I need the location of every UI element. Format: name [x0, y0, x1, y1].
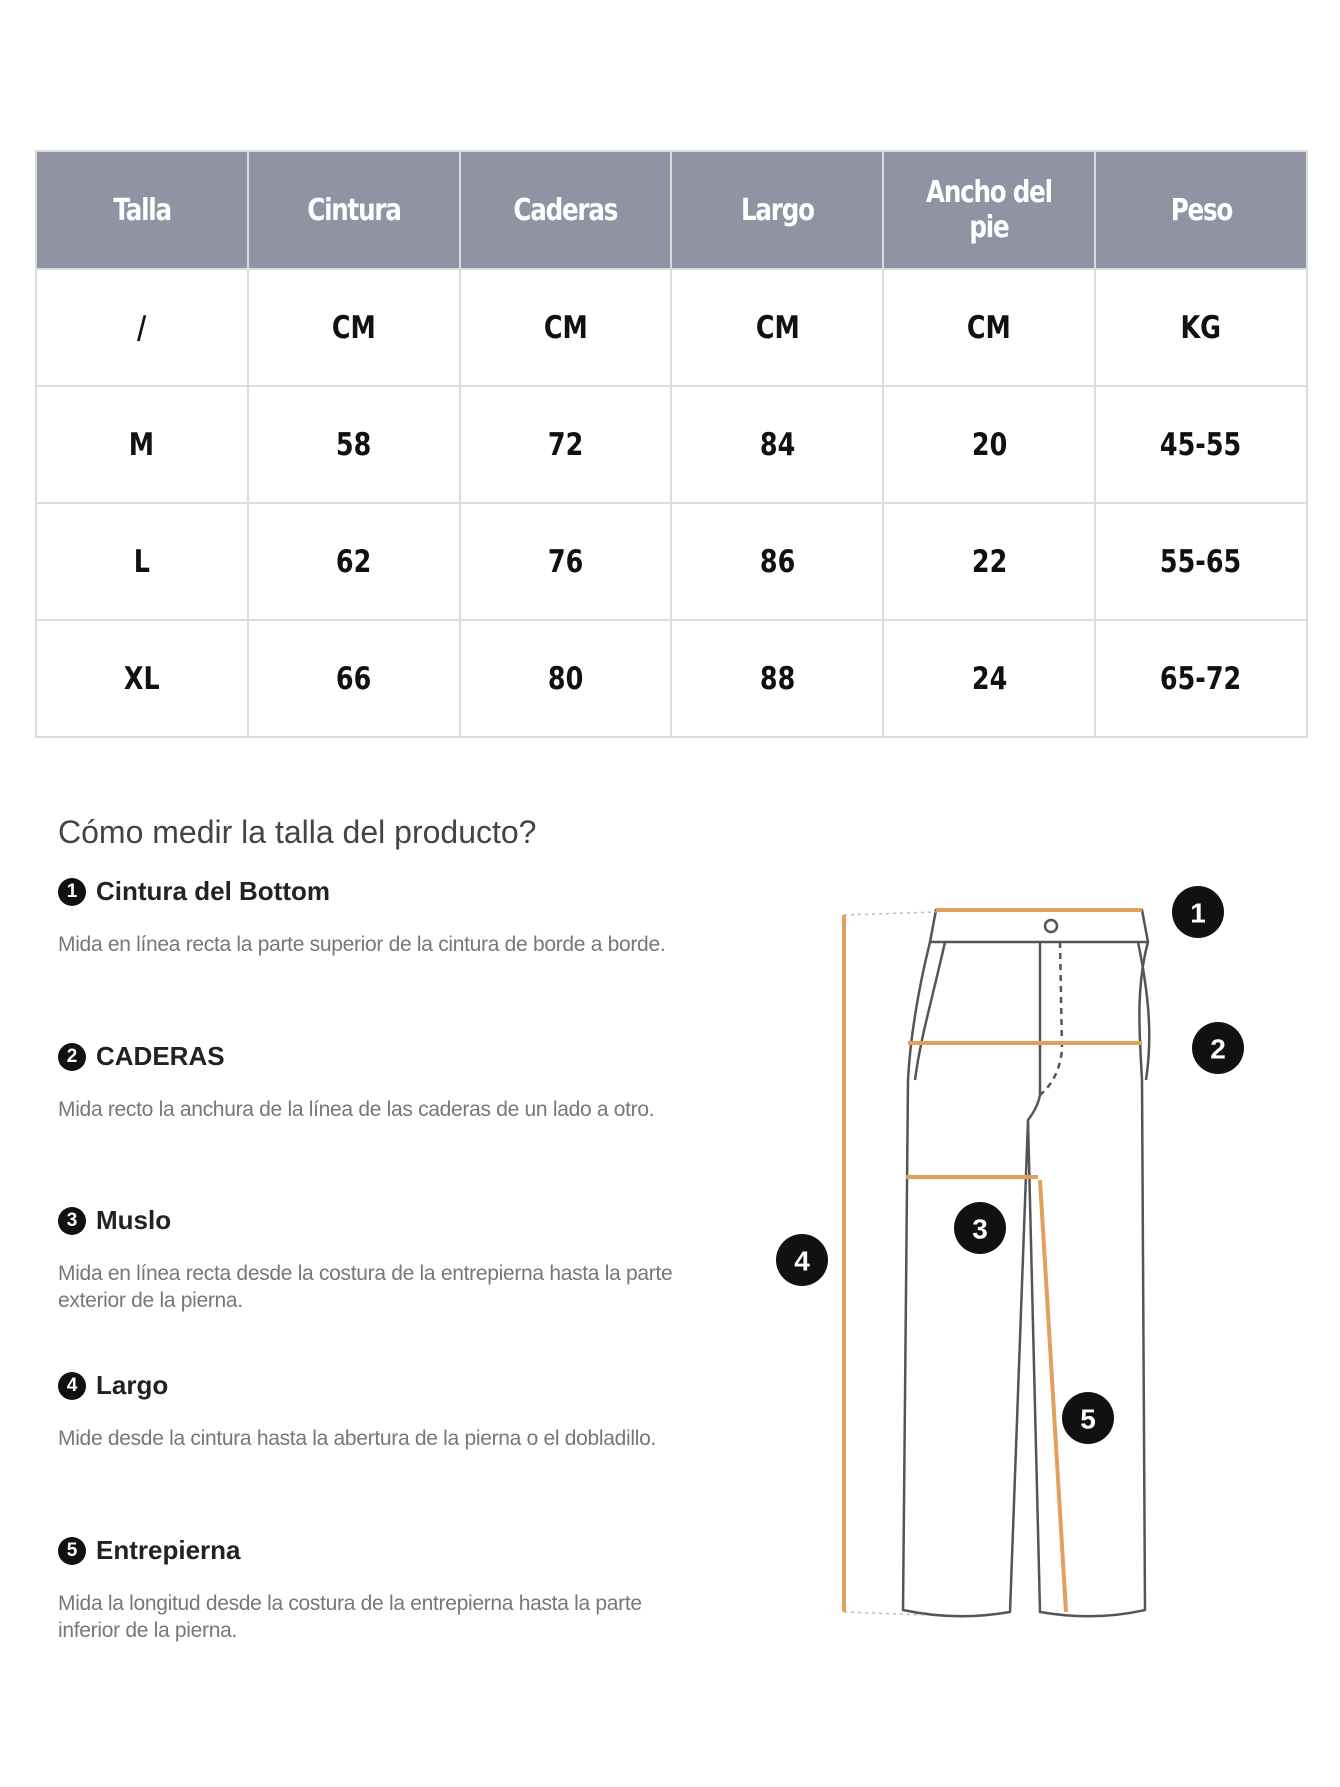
svg-text:1: 1	[1190, 897, 1206, 929]
table-cell: 76	[460, 503, 672, 620]
table-cell: 66	[248, 620, 460, 737]
table-cell: KG	[1095, 269, 1307, 386]
table-cell: 22	[883, 503, 1095, 620]
table-row	[36, 503, 1307, 620]
header-talla: Talla	[36, 151, 248, 269]
table-cell: 80	[460, 620, 672, 737]
header-peso: Peso	[1095, 151, 1307, 269]
step-description: Mida recto la anchura de la línea de las caderas de un lado a otro.	[58, 1098, 655, 1121]
number-5-icon	[1062, 1392, 1114, 1444]
step-label: Muslo	[96, 1205, 172, 1235]
step-waist	[58, 876, 708, 958]
number-5-icon: 5	[58, 1537, 86, 1565]
size-table	[35, 150, 1308, 738]
number-1-icon: 1	[58, 878, 86, 906]
number-3-icon: 3	[58, 1207, 86, 1235]
table-header-row	[36, 151, 1307, 269]
step-hips	[58, 1041, 708, 1123]
number-2-icon	[1192, 1022, 1244, 1074]
step-label: Entrepierna	[96, 1535, 241, 1565]
step-inseam	[58, 1535, 708, 1644]
svg-text:4: 4	[794, 1245, 810, 1277]
table-cell: 65-72	[1095, 620, 1307, 737]
step-description: Mida la longitud desde la costura de la entrepierna hasta la parte inferior de la pierna.	[58, 1592, 642, 1642]
table-cell: 24	[883, 620, 1095, 737]
pants-measurement-diagram	[760, 880, 1260, 1640]
table-cell: CM	[248, 269, 460, 386]
table-cell: CM	[460, 269, 672, 386]
guide-title: Cómo medir la talla del producto?	[58, 814, 537, 850]
table-cell: 55-65	[1095, 503, 1307, 620]
step-description: Mida en línea recta la parte superior de la cintura de borde a borde.	[58, 933, 666, 956]
number-4-icon: 4	[58, 1372, 86, 1400]
pants-icon	[903, 910, 1149, 1616]
table-row	[36, 386, 1307, 503]
table-cell: L	[36, 503, 248, 620]
table-cell: M	[36, 386, 248, 503]
step-description: Mide desde la cintura hasta la abertura de la pierna o el dobladillo.	[58, 1427, 657, 1450]
table-row	[36, 620, 1307, 737]
table-cell: 72	[460, 386, 672, 503]
step-label: Cintura del Bottom	[96, 876, 330, 906]
number-2-icon: 2	[58, 1043, 86, 1071]
table-cell: 20	[883, 386, 1095, 503]
table-cell: 58	[248, 386, 460, 503]
header-ancho-del-pie: Ancho del pie	[883, 151, 1095, 269]
length-guides	[844, 912, 936, 1615]
table-cell: 62	[248, 503, 460, 620]
table-cell: 88	[671, 620, 883, 737]
header-cintura: Cintura	[248, 151, 460, 269]
table-cell: 86	[671, 503, 883, 620]
header-caderas: Caderas	[460, 151, 672, 269]
step-length	[58, 1370, 708, 1452]
table-cell: CM	[883, 269, 1095, 386]
header-largo: Largo	[671, 151, 883, 269]
number-4-icon	[776, 1234, 828, 1286]
table-row	[36, 269, 1307, 386]
measurement-lines	[844, 910, 1142, 1612]
svg-text:3: 3	[972, 1213, 988, 1245]
step-label: Largo	[96, 1370, 169, 1400]
table-cell: /	[36, 269, 248, 386]
svg-text:2: 2	[1210, 1033, 1226, 1065]
table-cell: 45-55	[1095, 386, 1307, 503]
table-cell: XL	[36, 620, 248, 737]
number-3-icon	[954, 1202, 1006, 1254]
step-label: CADERAS	[96, 1041, 225, 1071]
svg-text:5: 5	[1080, 1403, 1096, 1435]
number-1-icon	[1172, 886, 1224, 938]
table-cell: CM	[671, 269, 883, 386]
step-thigh	[58, 1205, 708, 1314]
step-description: Mida en línea recta desde la costura de la entrepierna hasta la parte exterior de la pierna.	[58, 1262, 673, 1312]
table-cell: 84	[671, 386, 883, 503]
